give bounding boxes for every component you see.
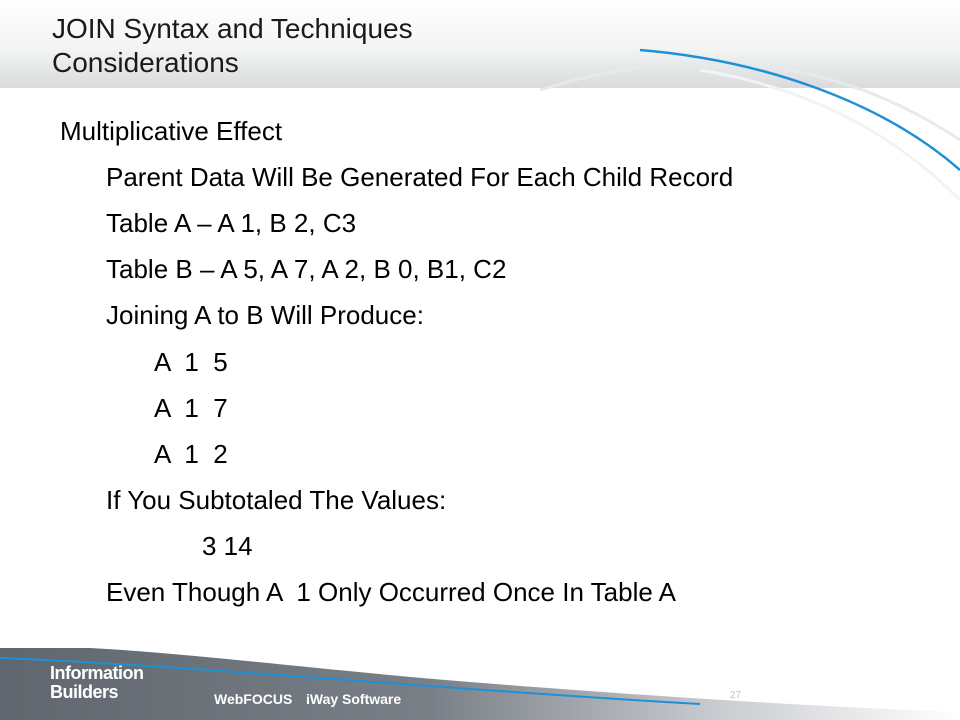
result-row: A 1 2 xyxy=(154,439,228,469)
footer-band xyxy=(0,648,960,720)
bullet-level-1: Multiplicative Effect xyxy=(60,116,283,146)
product-label-iway: iWay Software xyxy=(306,691,402,707)
slide-title-line-2: Considerations xyxy=(52,47,239,78)
bullet-level-2: Parent Data Will Be Generated For Each Child Record xyxy=(106,162,734,192)
bullet-level-2: If You Subtotaled The Values: xyxy=(106,485,447,515)
bullet-level-2: Joining A to B Will Produce: xyxy=(106,300,424,330)
company-logo xyxy=(50,664,144,702)
result-row: A 1 5 xyxy=(154,347,228,377)
bullet-level-2: Table A – A 1, B 2, C3 xyxy=(106,208,357,238)
slide-title-line-1: JOIN Syntax and Techniques xyxy=(52,13,413,44)
product-label-webfocus: WebFOCUS xyxy=(214,691,293,707)
logo-line-1: Information xyxy=(50,663,144,683)
result-row: A 1 7 xyxy=(154,393,228,423)
subtotal-values: 3 14 xyxy=(202,531,253,561)
logo-line-2: Builders xyxy=(50,682,119,702)
slide-number: 27 xyxy=(730,690,742,701)
bullet-level-2: Table B – A 5, A 7, A 2, B 0, B1, C2 xyxy=(106,254,507,284)
bullet-level-2: Even Though A 1 Only Occurred Once In Table A xyxy=(106,577,676,607)
